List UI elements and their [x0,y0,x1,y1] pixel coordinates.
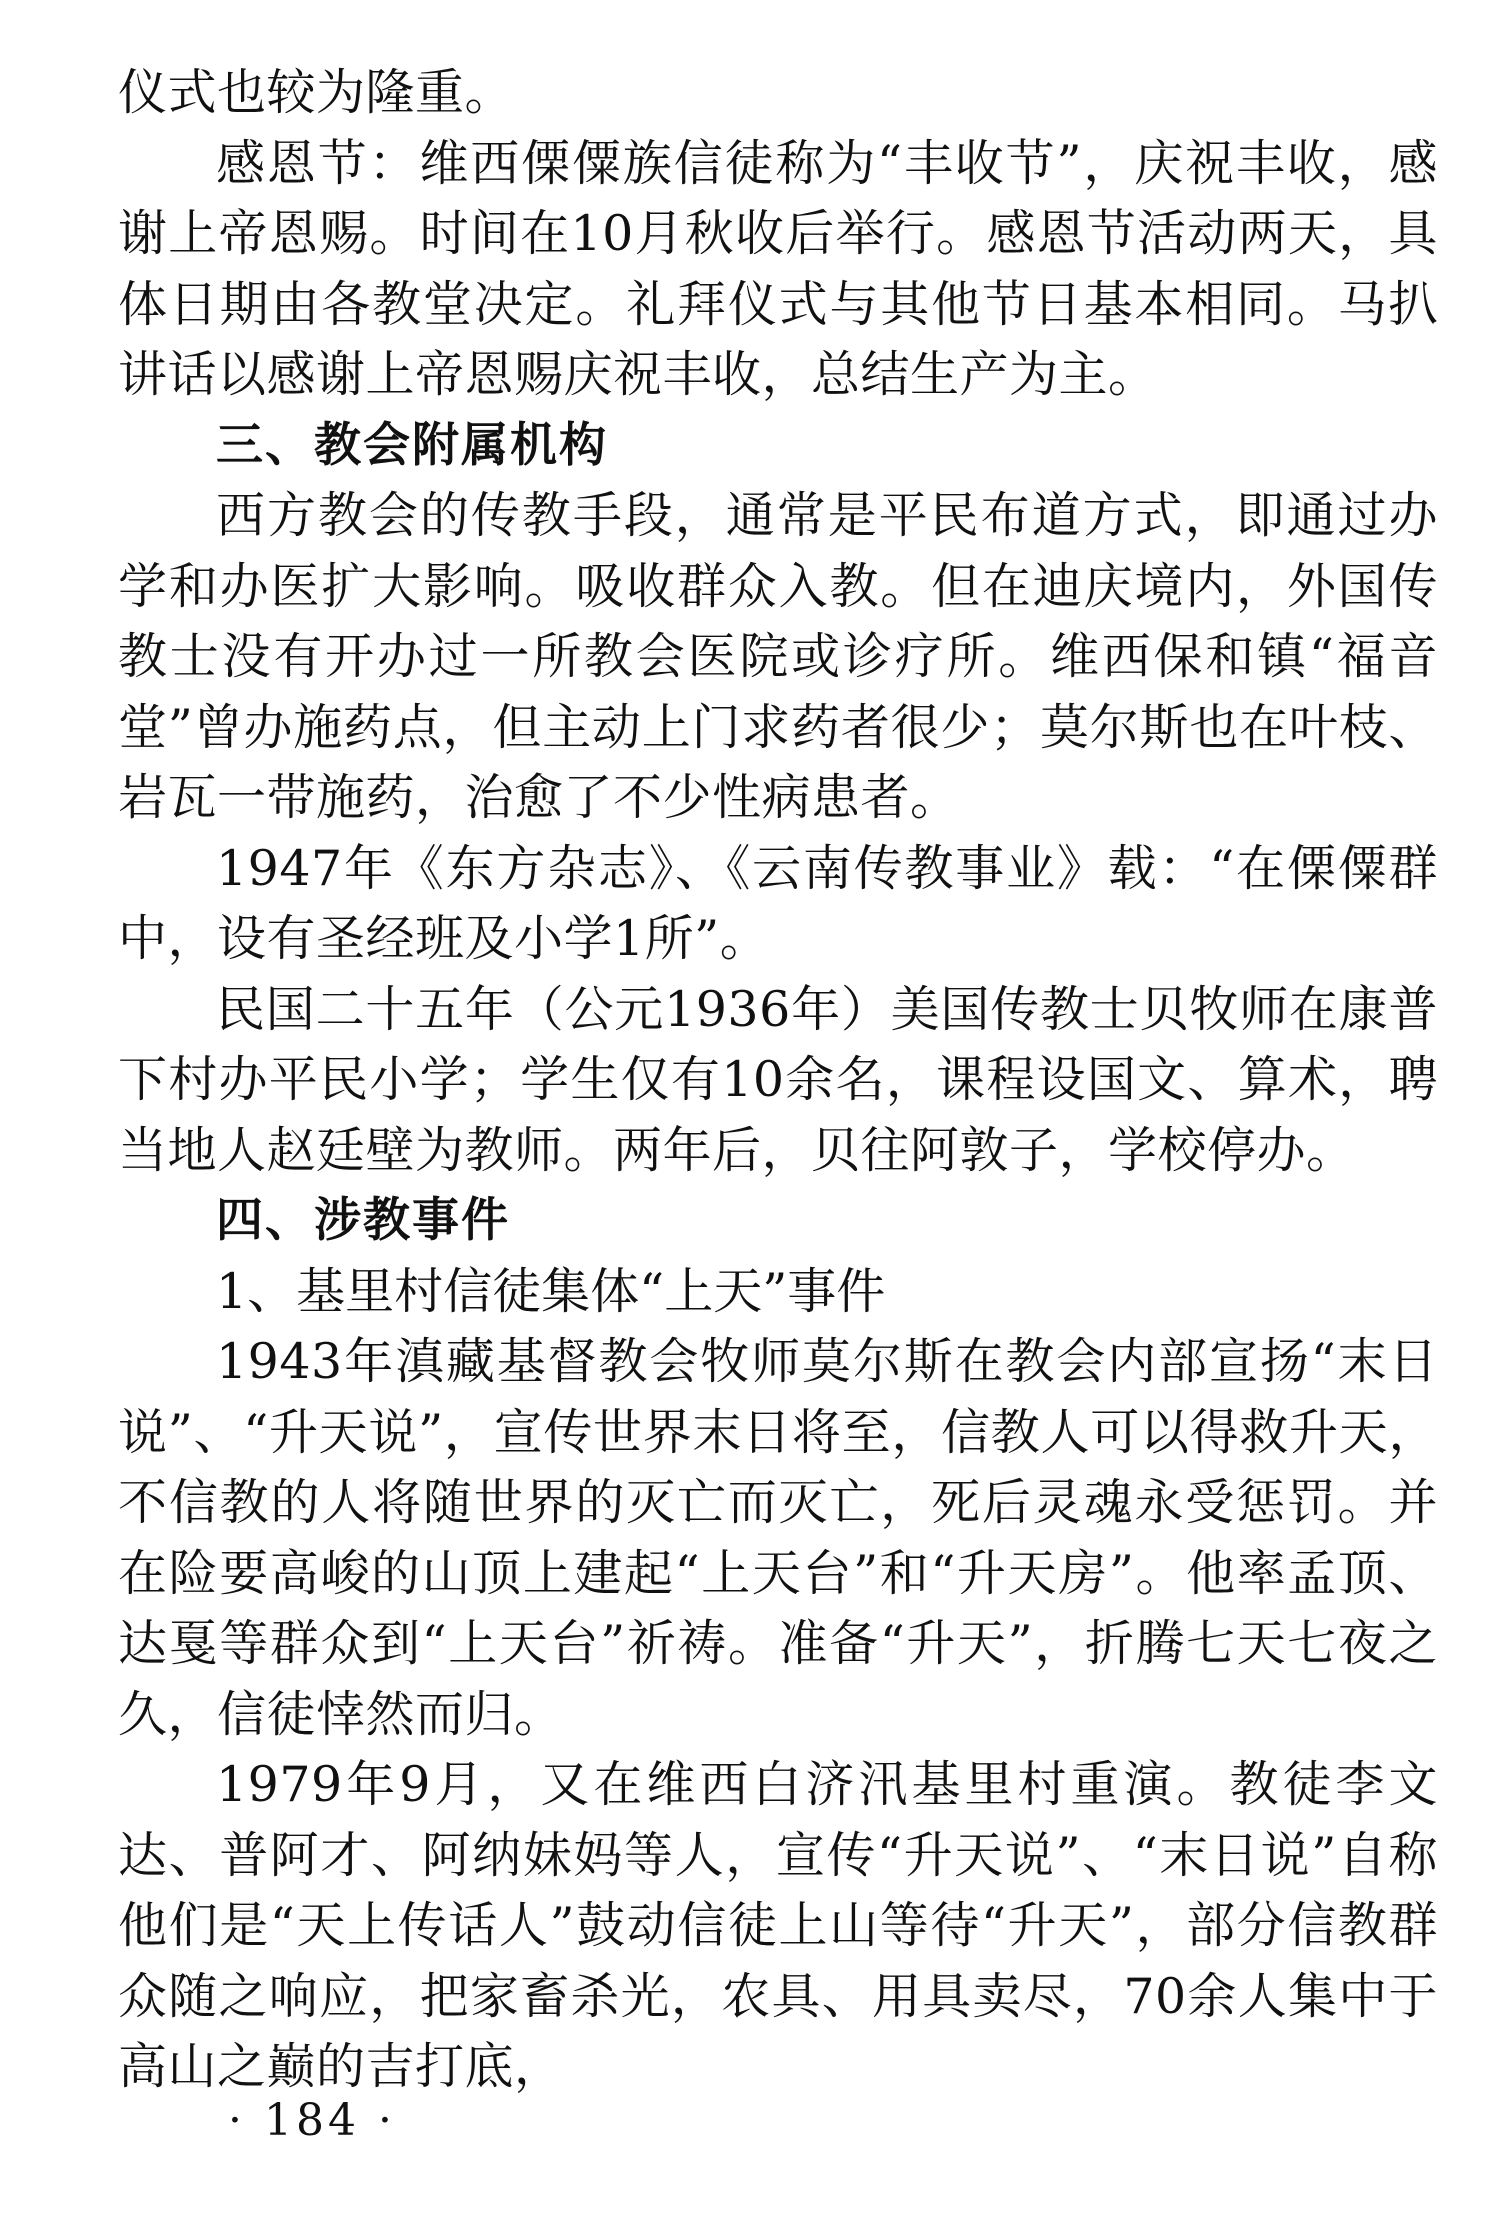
paragraph-missionary-methods: 西方教会的传教手段，通常是平民布道方式，即通过办学和办医扩大影响。吸收群众入教。但在迪庆境内，外国传教士没有开办过一所教会医院或诊疗所。维西保和镇“福音堂”曾办施药点，但主动上门求药者很少；莫尔斯也在叶枝、岩瓦一带施药，治愈了不少性病患者。 [118,487,1438,826]
paragraph-1936-school: 民国二十五年（公元1936年）美国传教士贝牧师在康普下村办平民小学；学生仅有10余名，课程设国文、算术，聘当地人赵廷壁为教师。两年后，贝往阿敦子，学校停办。 [118,980,1438,1179]
document-page [118,58,1438,2103]
section-heading-religious-incidents: 四、涉教事件 [216,1193,510,1248]
paragraph-thanksgiving: 感恩节：维西傈僳族信徒称为“丰收节”，庆祝丰收，感谢上帝恩赐。时间在10月秋收后举行。感恩节活动两天，具体日期由各教堂决定。礼拜仪式与其他节日基本相同。马扒讲话以感谢上帝恩赐庆祝丰收，总结生产为主。 [118,134,1438,403]
paragraph-continuation: 仪式也较为隆重。 [118,64,515,121]
section-heading-church-institutions: 三、教会附属机构 [216,417,608,473]
paragraph-1947-record: 1947年《东方杂志》、《云南传教事业》载：“在傈僳群中，设有圣经班及小学1所”。 [118,839,1438,967]
paragraph-1943-incident: 1943年滇藏基督教会牧师莫尔斯在教会内部宣扬“末日说”、“升天说”，宣传世界末日将至，信教人可以得救升天，不信教的人将随世界的灭亡而灭亡，死后灵魂永受惩罚。并在险要高峻的山顶上建起“上天台”和“升天房”。他率孟顶、达戛等群众到“上天台”祈祷。准备“升天”，折腾七天七夜之久，信徒悻然而归。 [118,1333,1438,1743]
page-number: · 184 · [228,2095,396,2146]
paragraph-1979-incident: 1979年9月，又在维西白济汛基里村重演。教徒李文达、普阿才、阿纳妹妈等人，宣传“升天说”、“末日说”自称他们是“天上传话人”鼓动信徒上山等待“升天”，部分信教群众随之响应，把家畜杀光，农具、用具卖尽，70余人集中于高山之巅的吉打底， [118,1756,1438,2095]
subsection-heading-jili-village: 1、基里村信徒集体“上天”事件 [216,1262,886,1320]
